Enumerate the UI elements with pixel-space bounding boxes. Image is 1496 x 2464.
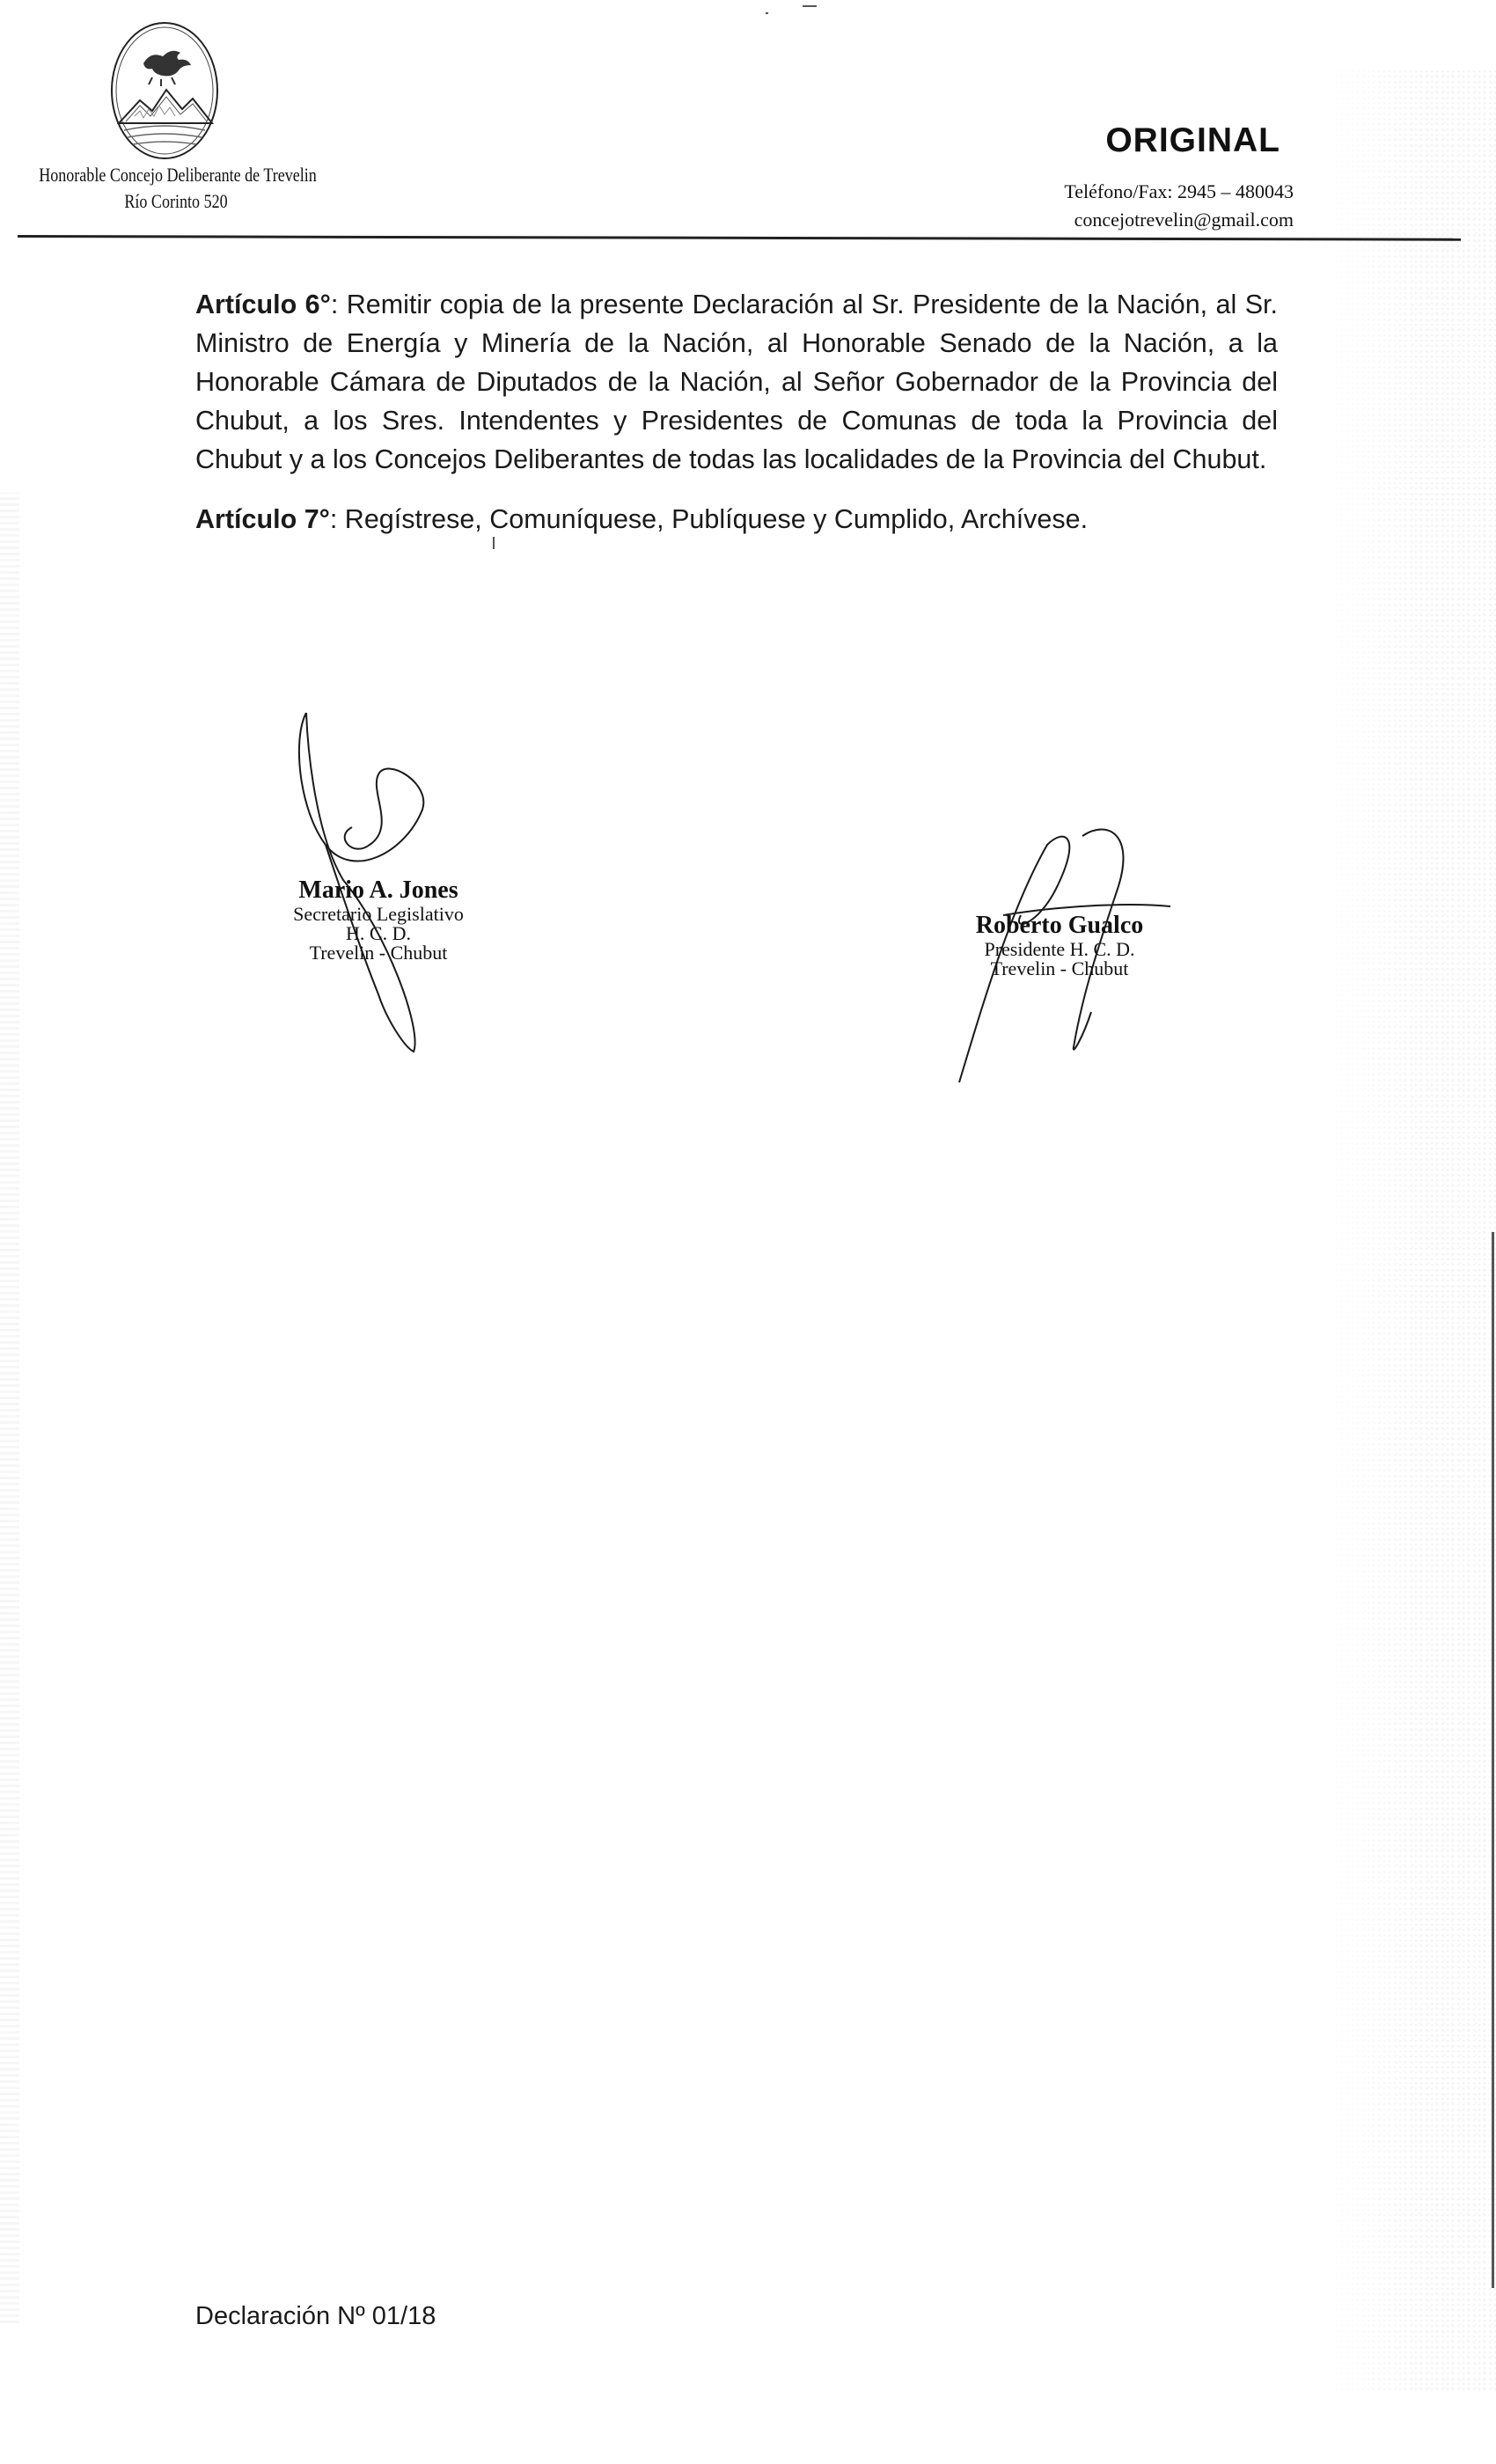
scan-speck bbox=[493, 537, 495, 549]
article-6-label: Artículo 6° bbox=[195, 290, 331, 319]
article-7 bbox=[195, 500, 1278, 539]
article-6-text: : Remitir copia de la presente Declaración al Sr. Presidente de la Nación, al Sr. Ministro de Energía y Minería de la Nación, al Honorable Senado de la Nación, a la Honorable Cámara de Diputados de la Nación, al Señor Gobernador de la Provincia del Chubut, a los Sres. Intendentes y Presidentes de Comunas de toda la Provincia del Chubut y a los Concejos Deliberantes de todas las localidades de la Provincia del Chubut. bbox=[195, 290, 1278, 474]
contact-block bbox=[1064, 178, 1294, 234]
signer-name-right: Roberto Gualco bbox=[975, 912, 1144, 939]
signature-block-left bbox=[264, 876, 493, 963]
signature-block-right bbox=[945, 912, 1174, 979]
signer-title-left: Secretario Legislativo bbox=[293, 903, 464, 925]
contact-phone: Teléfono/Fax: 2945 – 480043 bbox=[1064, 180, 1294, 202]
document-body bbox=[195, 285, 1278, 539]
signer-name-left: Mario A. Jones bbox=[298, 876, 458, 904]
article-7-label: Artículo 7° bbox=[195, 504, 330, 534]
organization-name: Honorable Concejo Deliberante de Trevelin bbox=[39, 164, 317, 186]
scan-noise-left bbox=[0, 493, 19, 2323]
scan-speck bbox=[766, 12, 768, 14]
council-seal-logo bbox=[108, 19, 221, 162]
scan-border-right bbox=[1492, 1232, 1494, 2288]
contact-email: concejotrevelin@gmail.com bbox=[1074, 209, 1294, 231]
declaration-number: Declaración Nº 01/18 bbox=[195, 2302, 436, 2330]
header-divider bbox=[18, 235, 1461, 241]
signer-title-right: Presidente H. C. D. bbox=[984, 938, 1135, 960]
article-7-text: : Regístrese, Comuníquese, Publíquese y Cumplido, Archívese. bbox=[329, 504, 1089, 534]
organization-block bbox=[39, 162, 317, 215]
original-stamp: ORIGINAL bbox=[1105, 121, 1280, 159]
signer-place-right: Trevelin - Chubut bbox=[990, 957, 1129, 979]
signer-body-left: H. C. D. bbox=[346, 922, 411, 944]
scan-speck bbox=[803, 5, 817, 7]
signer-place-left: Trevelin - Chubut bbox=[309, 942, 448, 964]
scan-noise-right bbox=[1320, 70, 1496, 2394]
article-6 bbox=[195, 285, 1278, 479]
organization-address: Río Corinto 520 bbox=[124, 190, 228, 212]
